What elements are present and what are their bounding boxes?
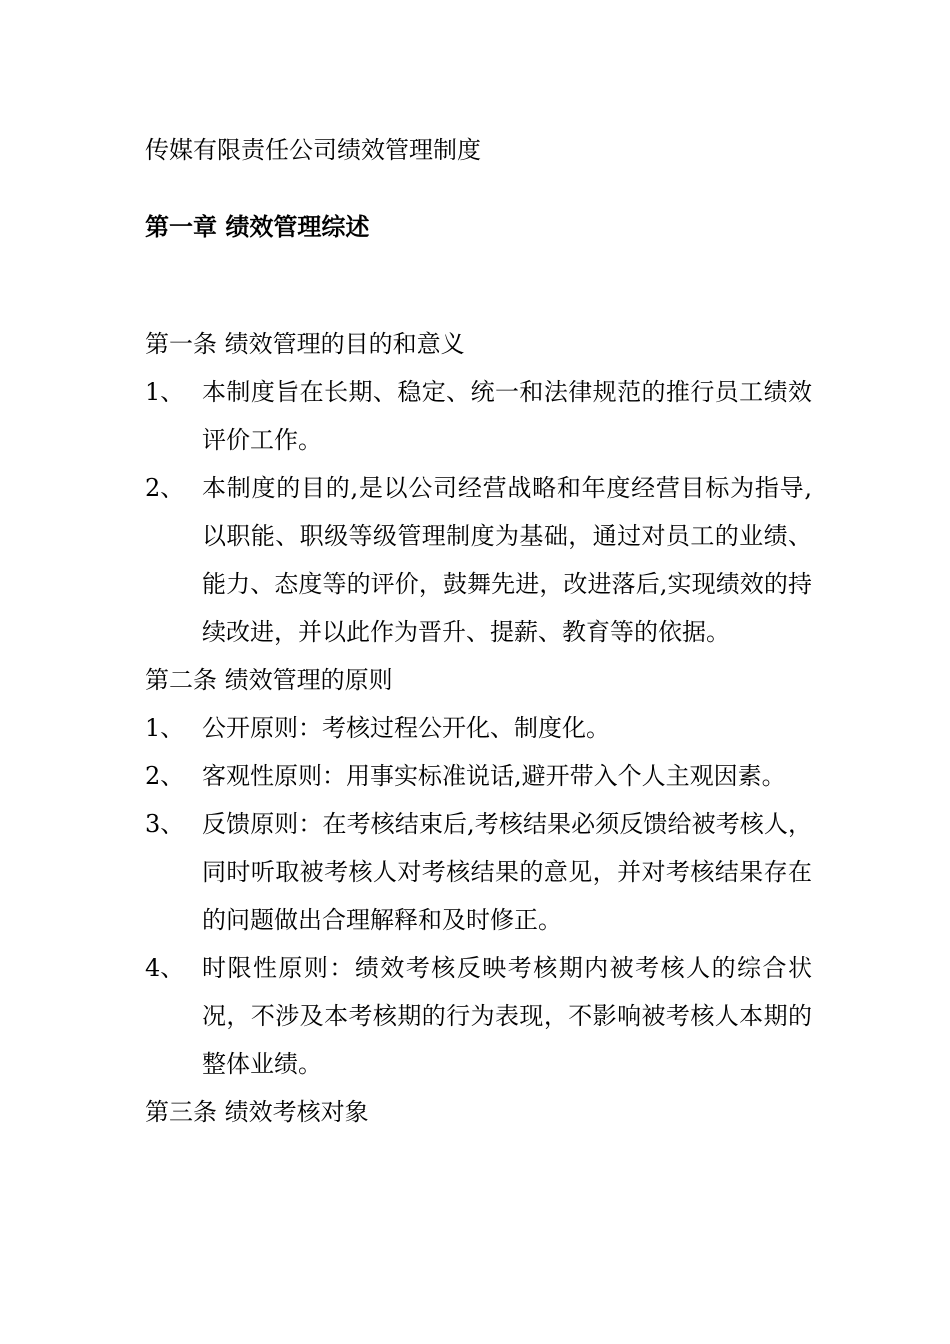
list-item-number: 4、 bbox=[145, 954, 185, 982]
article-heading: 第三条 绩效考核对象 bbox=[145, 1098, 369, 1126]
list-item-text: 本制度旨在长期、稳定、统一和法律规范的推行员工绩效评价工作。 bbox=[202, 378, 812, 454]
list-item-text: 客观性原则：用事实标准说话,避开带入个人主观因素。 bbox=[202, 762, 786, 790]
list-item-number: 3、 bbox=[145, 810, 185, 838]
chapter-title: 第一章 绩效管理综述 bbox=[145, 212, 370, 241]
list-item-number: 1、 bbox=[145, 378, 185, 406]
document-body bbox=[145, 320, 825, 1136]
document-title: 传媒有限责任公司绩效管理制度 bbox=[145, 136, 481, 164]
article-heading: 第一条 绩效管理的目的和意义 bbox=[145, 330, 465, 358]
list-item-text: 公开原则：考核过程公开化、制度化。 bbox=[202, 714, 610, 742]
list-item bbox=[145, 800, 812, 944]
list-item-text: 时限性原则：绩效考核反映考核期内被考核人的综合状况，不涉及本考核期的行为表现，不影响被考核人本期的整体业绩。 bbox=[202, 954, 812, 1078]
list-item-text: 本制度的目的,是以公司经营战略和年度经营目标为指导,以职能、职级等级管理制度为基础，通过对员工的业绩、能力、态度等的评价，鼓舞先进，改进落后,实现绩效的持续改进，并以此作为晋升、提薪、教育等的依据。 bbox=[202, 474, 812, 646]
list-item bbox=[145, 368, 812, 464]
article-heading: 第二条 绩效管理的原则 bbox=[145, 666, 393, 694]
list-item bbox=[145, 704, 812, 752]
list-item-number: 1、 bbox=[145, 714, 185, 742]
list-item bbox=[145, 944, 812, 1088]
list-item-text: 反馈原则：在考核结束后,考核结果必须反馈给被考核人，同时听取被考核人对考核结果的意见，并对考核结果存在的问题做出合理解释和及时修正。 bbox=[202, 810, 812, 934]
list-item-number: 2、 bbox=[145, 762, 185, 790]
list-item-number: 2、 bbox=[145, 474, 185, 502]
list-item bbox=[145, 464, 812, 656]
list-item bbox=[145, 752, 812, 800]
